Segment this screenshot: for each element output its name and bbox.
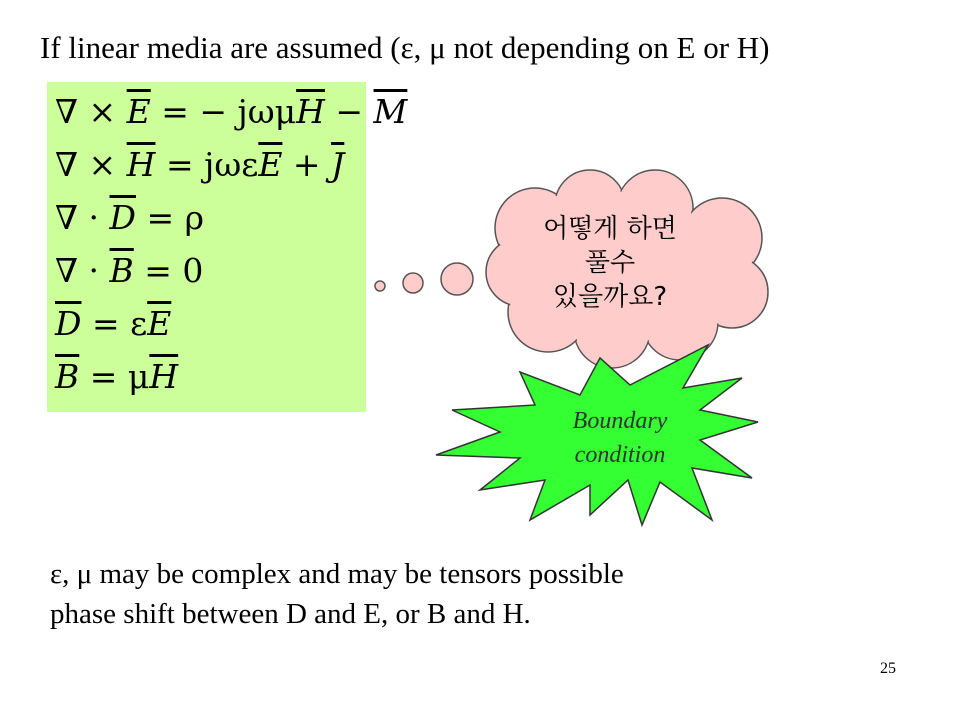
thought-line: 풀수 [584,248,636,278]
eq-term: $\overline{J}$ [331,145,345,184]
burst-text [540,404,700,472]
eq-term: $\overline{M}$ [373,92,408,131]
eq-term: $\overline{D}$ [55,304,82,343]
eq-term: = 0 [133,251,204,290]
eq-term: = − jωμ [150,92,297,131]
eq-term: $\overline{H}$ [149,357,179,396]
thought-dot-large [441,263,473,295]
note-text [50,554,910,634]
page-number: 25 [880,660,896,677]
eq-term: ∇ × [55,145,127,184]
eq-term: = μ [79,357,150,396]
thought-dot-medium [403,273,423,293]
eq-term: $\overline{B}$ [55,357,80,396]
thought-line: 있을까요? [552,282,668,312]
eq-term: $\overline{H}$ [296,92,325,131]
eq-term: = ρ [135,198,205,237]
slide-title: If linear media are assumed (ε, μ not depending on E or H) [40,30,770,65]
burst-line: Boundary [572,408,668,434]
burst-line: condition [574,442,666,468]
eq-term: $\overline{B}$ [109,251,134,290]
eq-term: $\overline{D}$ [109,198,136,237]
thought-bubble-text [520,212,700,314]
thought-line: 어떻게 하면 [543,214,677,244]
eq-term: ∇ · [55,198,110,237]
eq-term: = ε [81,304,148,343]
note-line: ε, μ may be complex and may be tensors possible [50,558,624,590]
eq-term: $\overline{E}$ [126,92,151,131]
eq-term: $\overline{H}$ [126,145,156,184]
eq-term: = jωε [155,145,259,184]
eq-term: ∇ · [55,251,110,290]
eq-term: $\overline{E}$ [147,304,172,343]
thought-dot-small [375,281,385,291]
eq-term: − [324,92,374,131]
eq-term: + [282,145,332,184]
eq-term: ∇ × [55,92,127,131]
note-line: phase shift between D and E, or B and H. [50,598,531,630]
eq-term: $\overline{E}$ [258,145,283,184]
